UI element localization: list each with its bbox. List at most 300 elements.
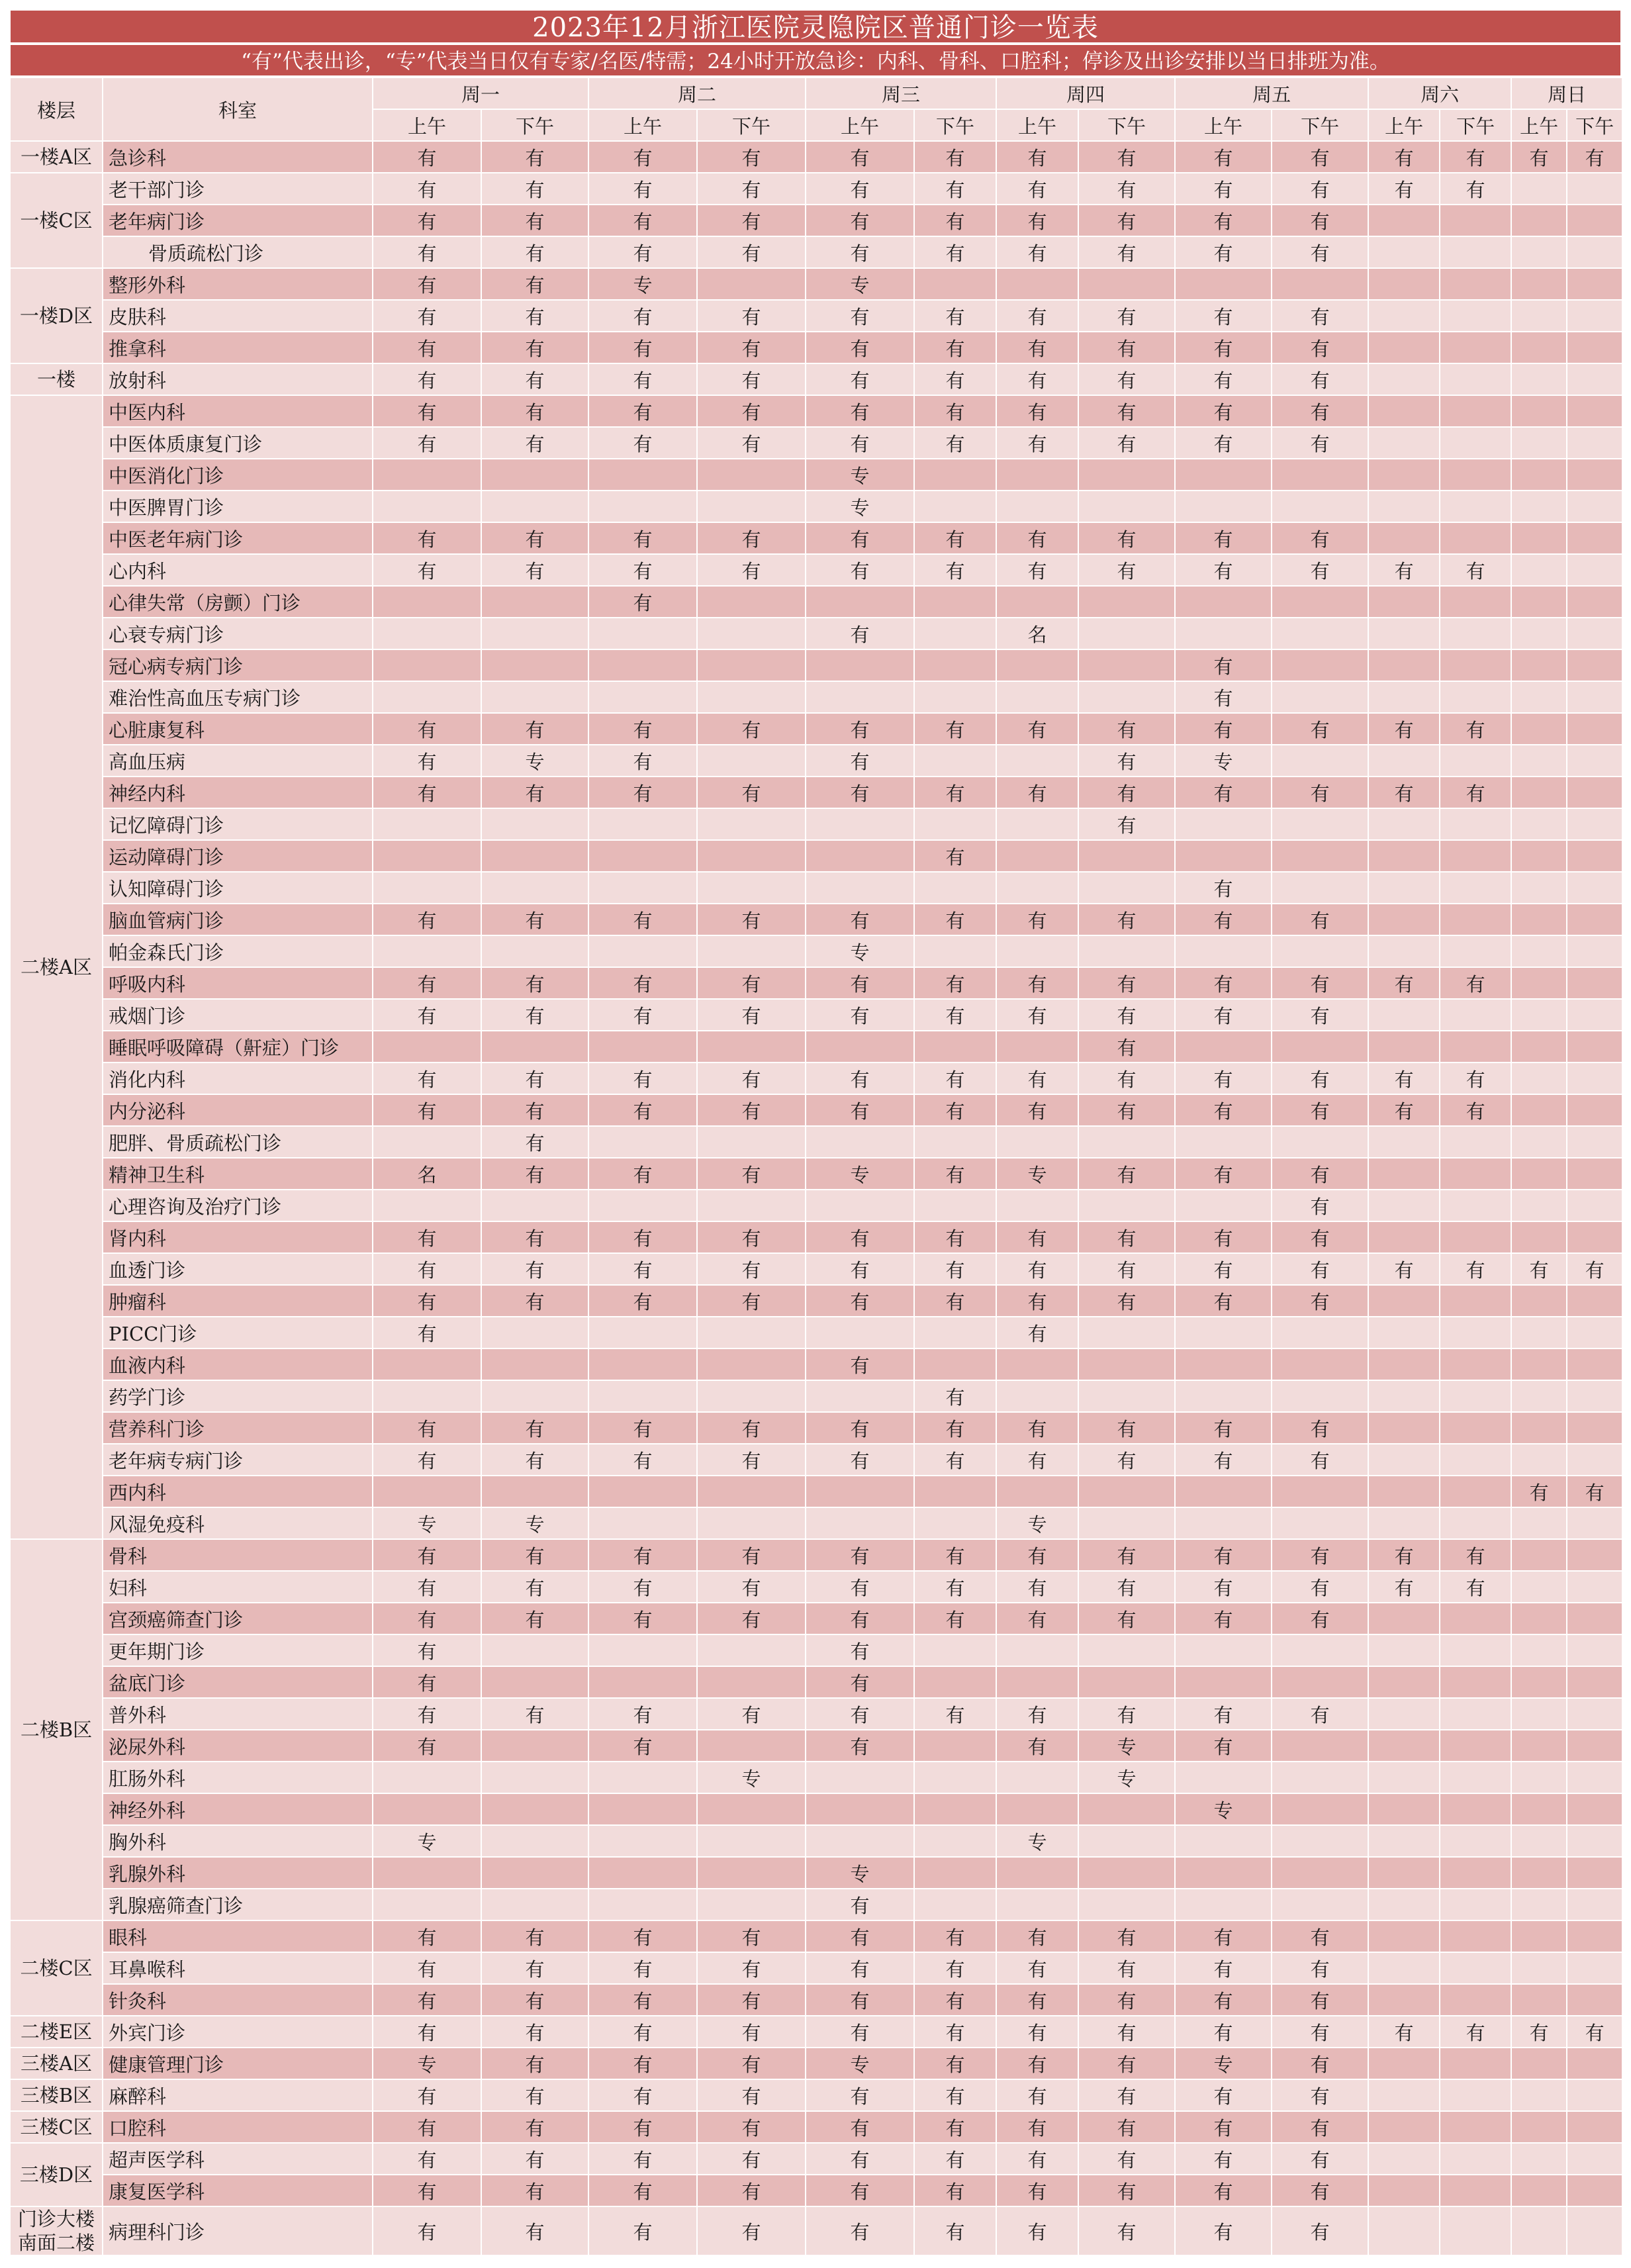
slot-cell — [1078, 1507, 1175, 1539]
slot-cell: 有 — [1175, 2079, 1272, 2111]
header-row-days — [10, 77, 1622, 109]
slot-cell — [1440, 300, 1511, 332]
slot-cell: 有 — [588, 967, 697, 999]
slot-cell: 有 — [996, 2048, 1078, 2079]
slot-cell — [806, 872, 914, 904]
slot-cell — [1440, 618, 1511, 649]
slot-cell — [373, 1476, 481, 1507]
slot-cell: 有 — [373, 1444, 481, 1476]
slot-cell: 有 — [1078, 967, 1175, 999]
slot-cell — [1567, 1889, 1622, 1920]
slot-cell — [1368, 2111, 1440, 2143]
slot-cell: 有 — [481, 1158, 588, 1190]
slot-cell: 有 — [1078, 1063, 1175, 1094]
slot-cell — [1368, 1507, 1440, 1539]
slot-cell: 有 — [481, 1952, 588, 1984]
slot-cell — [588, 649, 697, 681]
slot-cell — [1567, 967, 1622, 999]
slot-cell — [914, 935, 996, 967]
slot-cell: 有 — [1368, 1571, 1440, 1603]
slot-cell — [697, 491, 806, 522]
slot-cell: 有 — [1272, 1952, 1368, 1984]
floor-cell: 三楼B区 — [10, 2079, 103, 2111]
slot-cell: 有 — [697, 1063, 806, 1094]
slot-cell: 有 — [373, 713, 481, 745]
slot-cell — [1440, 1730, 1511, 1762]
slot-cell — [1368, 332, 1440, 363]
slot-cell: 有 — [1272, 522, 1368, 554]
slot-cell: 有 — [1272, 1603, 1368, 1634]
slot-cell: 有 — [481, 1603, 588, 1634]
slot-cell: 有 — [1272, 2143, 1368, 2175]
slot-cell: 有 — [588, 586, 697, 618]
slot-cell: 有 — [914, 967, 996, 999]
slot-cell: 有 — [806, 363, 914, 395]
slot-cell — [1272, 1507, 1368, 1539]
slot-cell — [1440, 1476, 1511, 1507]
slot-cell — [914, 1476, 996, 1507]
am-header: 上午 — [806, 109, 914, 141]
slot-cell: 有 — [1272, 2016, 1368, 2048]
slot-cell: 有 — [481, 1539, 588, 1571]
slot-cell — [1368, 1730, 1440, 1762]
slot-cell: 名 — [996, 618, 1078, 649]
dept-cell: 神经内科 — [103, 777, 373, 808]
am-header: 上午 — [373, 109, 481, 141]
slot-cell: 有 — [481, 522, 588, 554]
slot-cell — [1511, 713, 1567, 745]
slot-cell: 有 — [806, 1698, 914, 1730]
slot-cell — [1511, 840, 1567, 872]
slot-cell: 有 — [588, 1603, 697, 1634]
dept-cell: 口腔科 — [103, 2111, 373, 2143]
slot-cell — [1175, 1348, 1272, 1380]
slot-cell: 有 — [1078, 395, 1175, 427]
slot-cell — [1567, 1603, 1622, 1634]
dept-cell: 神经外科 — [103, 1793, 373, 1825]
dept-cell: 肥胖、骨质疏松门诊 — [103, 1126, 373, 1158]
slot-cell — [1272, 1730, 1368, 1762]
table-row — [10, 2143, 1622, 2175]
slot-cell: 有 — [806, 2111, 914, 2143]
slot-cell — [996, 586, 1078, 618]
slot-cell: 有 — [914, 1221, 996, 1253]
slot-cell: 有 — [1175, 1063, 1272, 1094]
dept-cell: 放射科 — [103, 363, 373, 395]
table-row — [10, 1221, 1622, 1253]
slot-cell — [697, 1634, 806, 1666]
slot-cell: 有 — [373, 205, 481, 236]
slot-cell — [1511, 1762, 1567, 1793]
pm-header: 下午 — [914, 109, 996, 141]
slot-cell: 有 — [697, 2016, 806, 2048]
slot-cell: 专 — [1078, 1762, 1175, 1793]
slot-cell: 有 — [1175, 1094, 1272, 1126]
slot-cell: 有 — [1078, 1698, 1175, 1730]
slot-cell — [914, 808, 996, 840]
dept-cell: 帕金森氏门诊 — [103, 935, 373, 967]
slot-cell: 有 — [996, 1603, 1078, 1634]
slot-cell: 有 — [1078, 1539, 1175, 1571]
dept-cell: 皮肤科 — [103, 300, 373, 332]
slot-cell: 有 — [373, 2111, 481, 2143]
slot-cell — [1440, 1984, 1511, 2016]
table-row — [10, 967, 1622, 999]
page-title: 2023年12月浙江医院灵隐院区普通门诊一览表 — [9, 9, 1622, 44]
slot-cell: 有 — [588, 554, 697, 586]
slot-cell — [481, 872, 588, 904]
slot-cell: 有 — [481, 1444, 588, 1476]
slot-cell: 有 — [996, 1094, 1078, 1126]
dept-cell: 针灸科 — [103, 1984, 373, 2016]
slot-cell: 有 — [1175, 713, 1272, 745]
dept-cell: 精神卫生科 — [103, 1158, 373, 1190]
table-row — [10, 491, 1622, 522]
slot-cell: 有 — [996, 363, 1078, 395]
slot-cell: 有 — [806, 395, 914, 427]
slot-cell: 有 — [996, 141, 1078, 173]
slot-cell — [1368, 681, 1440, 713]
slot-cell: 有 — [1078, 2048, 1175, 2079]
table-row — [10, 1539, 1622, 1571]
dept-cell: 心内科 — [103, 554, 373, 586]
slot-cell — [1511, 1793, 1567, 1825]
slot-cell: 有 — [914, 2175, 996, 2206]
slot-cell — [996, 1190, 1078, 1221]
slot-cell: 有 — [588, 2206, 697, 2255]
slot-cell — [1511, 522, 1567, 554]
slot-cell: 有 — [697, 967, 806, 999]
slot-cell: 有 — [996, 1285, 1078, 1317]
slot-cell — [481, 586, 588, 618]
slot-cell — [697, 649, 806, 681]
dept-cell: 乳腺癌筛查门诊 — [103, 1889, 373, 1920]
slot-cell — [1368, 1348, 1440, 1380]
table-row — [10, 586, 1622, 618]
slot-cell — [697, 1825, 806, 1857]
pm-header: 下午 — [1272, 109, 1368, 141]
slot-cell: 专 — [806, 935, 914, 967]
floor-cell: 三楼C区 — [10, 2111, 103, 2143]
slot-cell — [1440, 1317, 1511, 1348]
slot-cell: 有 — [588, 395, 697, 427]
slot-cell — [1175, 935, 1272, 967]
slot-cell — [806, 808, 914, 840]
floor-cell: 一楼D区 — [10, 268, 103, 363]
slot-cell: 有 — [914, 205, 996, 236]
slot-cell — [806, 1507, 914, 1539]
slot-cell — [806, 649, 914, 681]
slot-cell — [1440, 1412, 1511, 1444]
slot-cell — [1440, 1666, 1511, 1698]
slot-cell — [996, 459, 1078, 491]
slot-cell: 有 — [1440, 1571, 1511, 1603]
slot-cell — [1567, 745, 1622, 777]
slot-cell — [1511, 1730, 1567, 1762]
slot-cell: 有 — [697, 1444, 806, 1476]
slot-cell: 有 — [806, 999, 914, 1031]
slot-cell — [1567, 618, 1622, 649]
slot-cell: 有 — [588, 713, 697, 745]
slot-cell: 有 — [481, 904, 588, 935]
slot-cell — [914, 1857, 996, 1889]
slot-cell — [1440, 2048, 1511, 2079]
slot-cell: 有 — [1175, 1920, 1272, 1952]
slot-cell — [697, 681, 806, 713]
slot-cell — [1078, 586, 1175, 618]
slot-cell — [806, 586, 914, 618]
slot-cell — [1511, 1634, 1567, 1666]
slot-cell: 有 — [1078, 554, 1175, 586]
slot-cell — [1368, 1158, 1440, 1190]
table-row — [10, 1476, 1622, 1507]
slot-cell: 有 — [481, 236, 588, 268]
slot-cell: 有 — [1078, 205, 1175, 236]
slot-cell: 有 — [588, 173, 697, 205]
slot-cell: 有 — [806, 1889, 914, 1920]
slot-cell — [1567, 872, 1622, 904]
slot-cell: 有 — [373, 1571, 481, 1603]
slot-cell — [1567, 840, 1622, 872]
slot-cell: 有 — [1272, 427, 1368, 459]
slot-cell: 有 — [1078, 1444, 1175, 1476]
slot-cell — [697, 872, 806, 904]
slot-cell — [1078, 1825, 1175, 1857]
slot-cell: 有 — [1078, 173, 1175, 205]
slot-cell — [1440, 1793, 1511, 1825]
slot-cell — [996, 872, 1078, 904]
slot-cell — [1567, 808, 1622, 840]
slot-cell: 有 — [806, 1730, 914, 1762]
slot-cell — [1440, 205, 1511, 236]
slot-cell — [1368, 1634, 1440, 1666]
slot-cell — [1511, 1507, 1567, 1539]
slot-cell — [1440, 840, 1511, 872]
slot-cell: 有 — [481, 1094, 588, 1126]
dept-cell: 心理咨询及治疗门诊 — [103, 1190, 373, 1221]
slot-cell: 有 — [1175, 1539, 1272, 1571]
slot-cell — [1078, 1190, 1175, 1221]
slot-cell — [1567, 1730, 1622, 1762]
slot-cell: 有 — [1272, 1920, 1368, 1952]
dept-cell: 肛肠外科 — [103, 1762, 373, 1793]
slot-cell — [1175, 268, 1272, 300]
slot-cell: 有 — [697, 1094, 806, 1126]
slot-cell — [1440, 427, 1511, 459]
day-header-sat: 周六 — [1368, 77, 1511, 109]
slot-cell: 有 — [1440, 713, 1511, 745]
slot-cell — [1078, 1666, 1175, 1698]
slot-cell: 有 — [373, 1285, 481, 1317]
dept-cell: 麻醉科 — [103, 2079, 373, 2111]
slot-cell — [697, 1857, 806, 1889]
slot-cell: 有 — [697, 1221, 806, 1253]
slot-cell: 有 — [1272, 2079, 1368, 2111]
slot-cell: 有 — [996, 1952, 1078, 1984]
slot-cell: 有 — [1175, 2143, 1272, 2175]
slot-cell — [1511, 554, 1567, 586]
slot-cell: 专 — [481, 1507, 588, 1539]
slot-cell — [373, 459, 481, 491]
slot-cell: 有 — [1078, 904, 1175, 935]
slot-cell — [1368, 1920, 1440, 1952]
slot-cell: 有 — [1440, 967, 1511, 999]
slot-cell: 有 — [588, 1221, 697, 1253]
slot-cell: 有 — [1078, 999, 1175, 1031]
slot-cell — [1272, 1793, 1368, 1825]
slot-cell: 有 — [914, 1952, 996, 1984]
slot-cell: 有 — [1440, 1094, 1511, 1126]
slot-cell: 有 — [996, 1317, 1078, 1348]
slot-cell: 有 — [588, 363, 697, 395]
slot-cell: 有 — [588, 1698, 697, 1730]
slot-cell: 有 — [1272, 554, 1368, 586]
slot-cell — [1368, 1317, 1440, 1348]
slot-cell — [697, 1507, 806, 1539]
slot-cell — [1567, 427, 1622, 459]
slot-cell: 有 — [1175, 2016, 1272, 2048]
slot-cell: 有 — [373, 1317, 481, 1348]
slot-cell: 有 — [373, 1920, 481, 1952]
slot-cell — [1511, 1889, 1567, 1920]
dept-cell: 中医体质康复门诊 — [103, 427, 373, 459]
dept-cell: 老年病门诊 — [103, 205, 373, 236]
floor-cell: 一楼 — [10, 363, 103, 395]
slot-cell — [588, 1031, 697, 1063]
slot-cell — [1272, 1348, 1368, 1380]
slot-cell — [806, 1031, 914, 1063]
slot-cell: 有 — [481, 205, 588, 236]
slot-cell: 有 — [481, 777, 588, 808]
slot-cell: 有 — [373, 2175, 481, 2206]
slot-cell: 有 — [1078, 2175, 1175, 2206]
slot-cell: 有 — [996, 236, 1078, 268]
slot-cell — [1078, 1857, 1175, 1889]
slot-cell: 专 — [588, 268, 697, 300]
slot-cell: 有 — [481, 1126, 588, 1158]
slot-cell — [1368, 300, 1440, 332]
slot-cell — [481, 1666, 588, 1698]
table-row — [10, 2175, 1622, 2206]
floor-cell: 二楼B区 — [10, 1539, 103, 1920]
slot-cell: 有 — [481, 427, 588, 459]
slot-cell — [914, 1190, 996, 1221]
slot-cell — [1511, 872, 1567, 904]
slot-cell: 有 — [914, 840, 996, 872]
slot-cell: 专 — [1078, 1730, 1175, 1762]
slot-cell — [588, 1634, 697, 1666]
slot-cell: 有 — [806, 1253, 914, 1285]
slot-cell — [1567, 332, 1622, 363]
slot-cell — [1567, 1221, 1622, 1253]
slot-cell: 有 — [1078, 1158, 1175, 1190]
slot-cell — [1175, 1126, 1272, 1158]
slot-cell — [1567, 1158, 1622, 1190]
slot-cell: 有 — [373, 1666, 481, 1698]
slot-cell: 有 — [481, 1253, 588, 1285]
slot-cell: 有 — [1272, 141, 1368, 173]
slot-cell — [1511, 1984, 1567, 2016]
slot-cell: 有 — [697, 1920, 806, 1952]
slot-cell: 有 — [697, 522, 806, 554]
slot-cell: 有 — [1175, 363, 1272, 395]
slot-cell — [1368, 872, 1440, 904]
slot-cell: 有 — [806, 173, 914, 205]
slot-cell — [1368, 999, 1440, 1031]
slot-cell — [1440, 2079, 1511, 2111]
slot-cell — [1440, 2143, 1511, 2175]
floor-cell: 一楼C区 — [10, 173, 103, 268]
slot-cell — [1567, 236, 1622, 268]
slot-cell: 有 — [1368, 1094, 1440, 1126]
slot-cell — [1567, 554, 1622, 586]
slot-cell — [1272, 1031, 1368, 1063]
slot-cell: 有 — [806, 554, 914, 586]
slot-cell — [373, 618, 481, 649]
slot-cell: 有 — [1175, 649, 1272, 681]
slot-cell — [697, 840, 806, 872]
slot-cell — [914, 1762, 996, 1793]
slot-cell — [1511, 1285, 1567, 1317]
slot-cell — [588, 1190, 697, 1221]
slot-cell: 有 — [914, 173, 996, 205]
slot-cell: 有 — [697, 2175, 806, 2206]
slot-cell: 有 — [1368, 554, 1440, 586]
slot-cell — [806, 1317, 914, 1348]
slot-cell — [1511, 1348, 1567, 1380]
slot-cell — [1368, 1857, 1440, 1889]
slot-cell — [806, 1380, 914, 1412]
slot-cell — [1567, 1634, 1622, 1666]
slot-cell: 有 — [914, 427, 996, 459]
slot-cell — [1078, 459, 1175, 491]
slot-cell: 有 — [1078, 713, 1175, 745]
slot-cell: 有 — [588, 1285, 697, 1317]
slot-cell — [373, 1857, 481, 1889]
slot-cell — [1511, 2206, 1567, 2255]
slot-cell: 有 — [481, 1984, 588, 2016]
slot-cell: 有 — [1175, 999, 1272, 1031]
slot-cell: 有 — [914, 1539, 996, 1571]
slot-cell — [1368, 522, 1440, 554]
slot-cell — [697, 935, 806, 967]
slot-cell: 有 — [806, 236, 914, 268]
slot-cell — [1368, 1825, 1440, 1857]
slot-cell — [1175, 1507, 1272, 1539]
slot-cell — [588, 872, 697, 904]
slot-cell: 有 — [1175, 173, 1272, 205]
dept-cell: 药学门诊 — [103, 1380, 373, 1412]
slot-cell — [481, 491, 588, 522]
slot-cell — [1511, 205, 1567, 236]
slot-cell — [1368, 459, 1440, 491]
slot-cell: 有 — [1078, 2016, 1175, 2048]
slot-cell: 有 — [1078, 1603, 1175, 1634]
slot-cell — [1511, 2079, 1567, 2111]
slot-cell: 有 — [1272, 1444, 1368, 1476]
slot-cell: 有 — [1175, 1285, 1272, 1317]
floor-cell: 二楼C区 — [10, 1920, 103, 2016]
table-row — [10, 363, 1622, 395]
slot-cell: 专 — [373, 1825, 481, 1857]
slot-cell — [1078, 1634, 1175, 1666]
slot-cell: 有 — [481, 300, 588, 332]
table-row — [10, 1285, 1622, 1317]
pm-header: 下午 — [481, 109, 588, 141]
slot-cell: 有 — [1175, 2206, 1272, 2255]
floor-cell: 一楼A区 — [10, 141, 103, 173]
slot-cell — [588, 1857, 697, 1889]
